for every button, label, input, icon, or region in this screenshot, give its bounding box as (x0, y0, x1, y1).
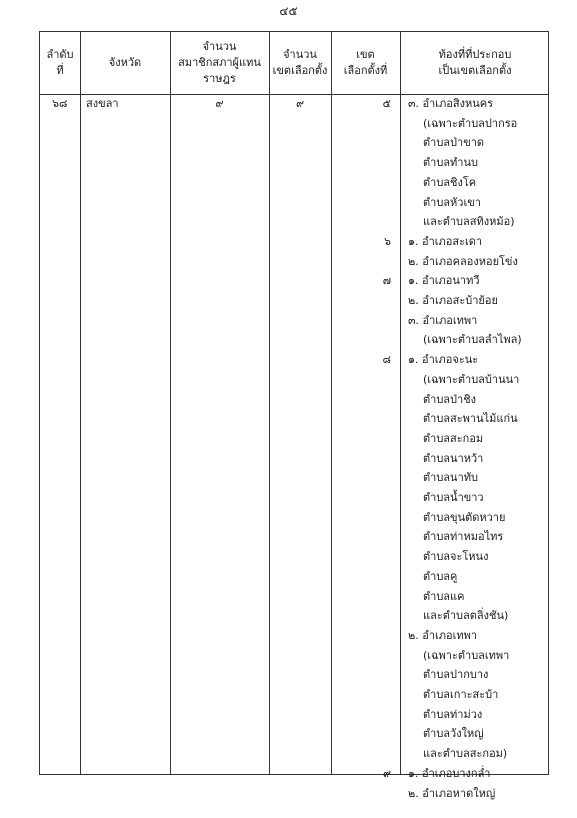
area-line: ตำบลป่าขาด (423, 136, 485, 150)
area-line: ๑. อำเภอบางกล่ำ (408, 766, 491, 780)
header-text: จำนวน (283, 48, 317, 61)
district-number: ๘ (382, 353, 391, 367)
header-text: เขตเลือกตั้ง (272, 64, 328, 77)
order-number: ๖๘ (52, 97, 68, 110)
area-line: ตำบลทำนบ (423, 156, 478, 170)
area-line: ๑. อำเภอจะนะ (408, 353, 479, 367)
header-areas (400, 32, 550, 94)
area-line: ๒. อำเภอสะบ้าย้อย (408, 294, 498, 307)
area-line: ๑. อำเภอนาทวี (408, 274, 480, 288)
area-line: ตำบลวังใหญ่ (423, 727, 484, 741)
column-divider (80, 32, 81, 774)
area-line: ตำบลปากบาง (423, 668, 489, 682)
header-order (40, 32, 80, 94)
header-district-count (269, 32, 331, 94)
area-line: ตำบลเกาะสะบ้า (423, 688, 499, 701)
constituency-table (39, 31, 549, 800)
header-text: ที่ (56, 64, 64, 77)
area-line: ตำบลป่าชิง (423, 392, 477, 406)
district-number: ๖ (384, 234, 391, 248)
area-line: ตำบลนาหว้า (423, 451, 484, 465)
page-number: ๔๕ (279, 4, 298, 18)
header-text: เขต (356, 48, 375, 61)
header-text: จำนวน (202, 40, 237, 53)
header-district-number (331, 32, 400, 94)
area-line: ตำบลน้ำขาว (423, 491, 484, 504)
area-line: ตำบลท่าหมอไทร (423, 530, 504, 544)
header-text: ราษฎร (203, 72, 236, 85)
area-line: ตำบลสะกอม (423, 431, 484, 445)
area-line: ตำบลแค (423, 589, 465, 603)
header-text: สมาชิกสภาผู้แทน (178, 56, 261, 69)
area-line: และตำบลสะกอม) (423, 747, 508, 761)
area-line: ตำบลหัวเขา (423, 195, 481, 209)
area-line: ตำบลชิงโค (423, 175, 477, 189)
area-line: ตำบลสะพานไม้แก่น (423, 412, 518, 426)
province-name: สงขลา (86, 97, 119, 110)
header-province (80, 32, 170, 94)
area-line: (เฉพาะตำบลเทพา (423, 648, 510, 662)
area-line: ตำบลจะโหนง (423, 550, 489, 564)
area-line: ๒. อำเภอคลองหอยโข่ง (408, 254, 518, 268)
column-divider (170, 32, 171, 774)
area-line: ๓. อำเภอสิงหนคร (408, 97, 494, 110)
area-line: ๒. อำเภอเทพา (408, 628, 478, 642)
area-line: ตำบลนาทับ (423, 471, 478, 485)
district-number: ๕ (382, 97, 391, 110)
district-number: ๗ (382, 274, 391, 288)
area-line: (เฉพาะตำบลบ้านนา (423, 372, 520, 386)
area-line: (เฉพาะตำบลปากรอ (423, 116, 518, 130)
area-line: และตำบลสทิงหม้อ) (423, 215, 515, 229)
area-line: ๑. อำเภอสะเดา (408, 234, 483, 248)
district-count: ๙ (295, 97, 305, 110)
column-divider (269, 32, 270, 774)
header-text: จังหวัด (108, 56, 142, 69)
header-text: เลือกตั้งที่ (343, 64, 388, 77)
area-line: ๒. อำเภอหาดใหญ่ (408, 786, 496, 800)
header-text: ลำดับ (46, 48, 74, 61)
area-line: ตำบลคู (423, 569, 458, 583)
area-line: ตำบลท่าม่วง (423, 707, 483, 721)
column-divider (331, 32, 332, 774)
area-line: ตำบลขุนตัดหวาย (423, 510, 506, 524)
area-line: ๓. อำเภอเทพา (408, 313, 478, 327)
header-text: ท้องที่ที่ประกอบ (438, 48, 512, 61)
area-line: และตำบลตลิ่งชัน) (423, 609, 509, 623)
column-divider (400, 32, 401, 774)
area-line: (เฉพาะตำบลลำไพล) (423, 333, 522, 347)
header-members (170, 32, 269, 94)
members-count: ๙ (215, 97, 224, 110)
district-number: ๙ (382, 766, 391, 780)
header-text: เป็นเขตเลือกตั้ง (438, 64, 512, 77)
